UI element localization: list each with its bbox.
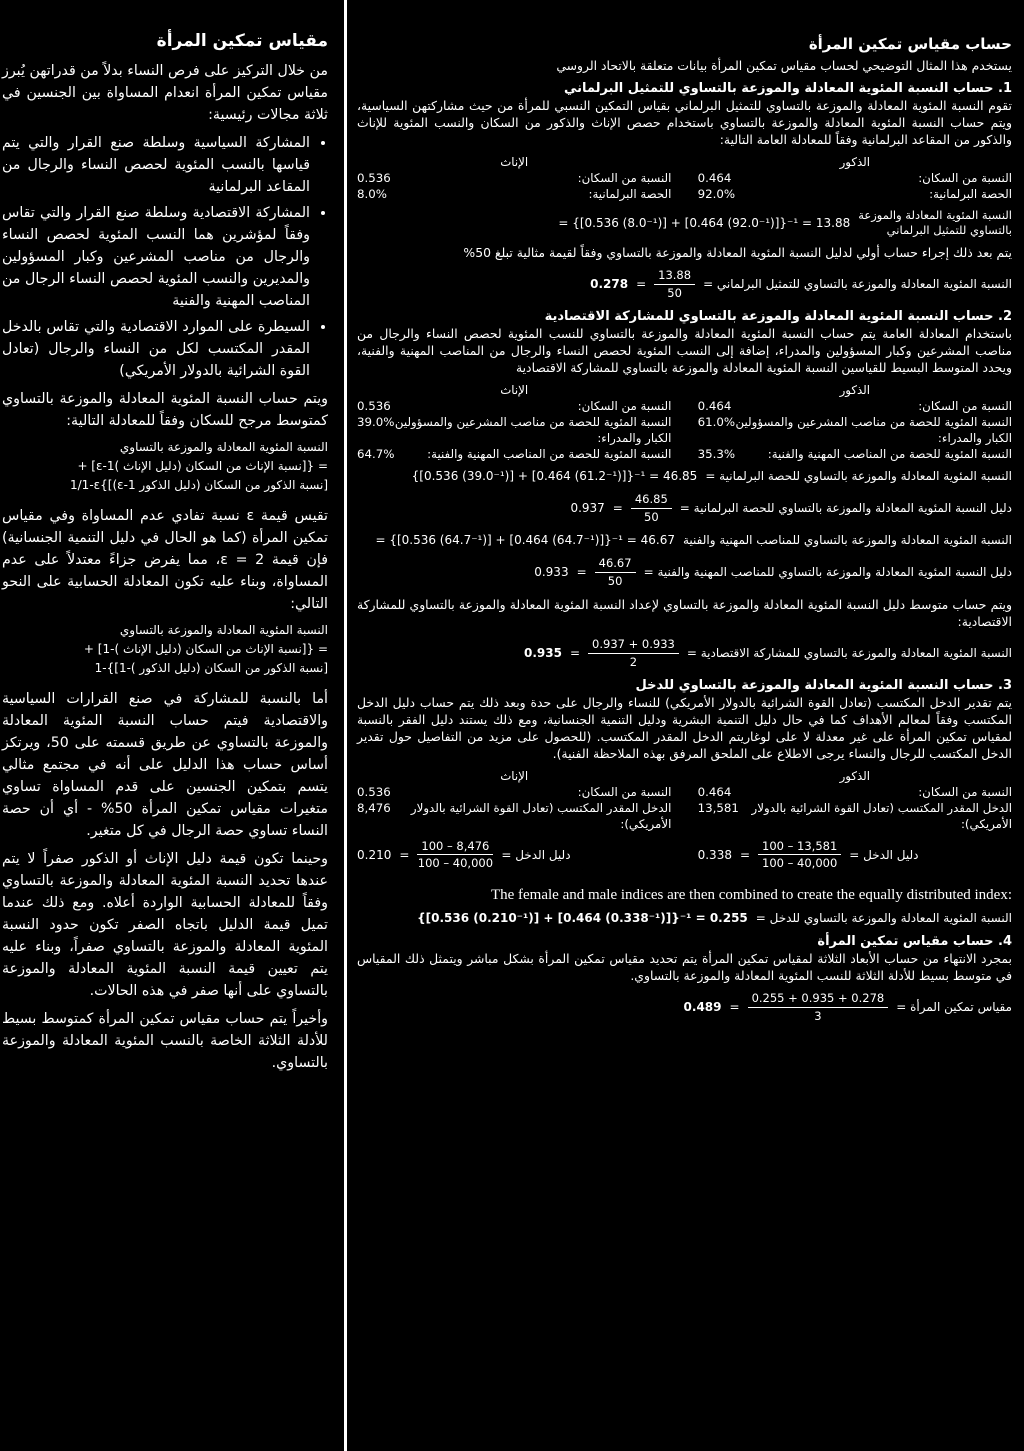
section-1-text2: يتم بعد ذلك إجراء حساب أولي لدليل النسبة المئوية المعادلة والموزعة بالتساوي وفقاً لقيمة مثالية تبلغ 50% xyxy=(463,245,1012,260)
section-3-heading: 3. حساب النسبة المئوية المعادلة والموزعة بالتساوي للدخل xyxy=(635,678,1012,693)
left-paragraph: وأخيراً يتم حساب مقياس تمكين المرأة كمتوسط بسيط للأدلة الثلاثة الخاصة بالنسب المئوية المعادلة والموزعة بالتساوي. xyxy=(2,1011,328,1071)
section-3-values: الذكور النسبة من السكان: 0.464 الدخل المقدر المكتسب (تعادل القوة الشرائية بالدولار الأمريكي): 13,581 0.338 = $\frac{100 - 13,581}{100 - 40,000}$ دليل الدخل = الإناث النسبة من السكان: 0.536 الدخل المقدر المكتسب (تعادل القوة الشرائية بالدولار الأمريكي): 8,476 0.210 = $\frac{100 - 8,476}{100 - 40,000}$ دليل الدخل = xyxy=(357,769,1012,870)
section-2-heading: 2. حساب النسبة المئوية المعادلة والموزعة بالتساوي للمشاركة الاقتصادية xyxy=(544,309,1012,324)
right-intro: يستخدم هذا المثال التوضيحي لحساب مقياس تمكين المرأة بيانات متعلقة بالاتحاد الروسي xyxy=(556,58,1012,73)
list-item: • المشاركة السياسية وسلطة صنع القرار والتي يتم قياسها بالنسب المئوية لحصص النساء والرجال من المقاعد البرلمانية xyxy=(2,132,310,198)
section-1-ede-formula: = {[0.536 (8.0⁻¹)] + [0.464 (92.0⁻¹)]}⁻¹ = 13.88 النسبة المئوية المعادلة والموزعة بالتساوي للتمثيل البرلماني xyxy=(558,208,1012,237)
section-1-text: تقوم النسبة المئوية المعادلة والموزعة بالتساوي للتمثيل البرلماني بقياس التمكين النسبي للمرأة من حيث مشاركتهن السياسية، ويتم حساب النسبة المئوية المعادلة والموزعة بالتساوي باستخدام حصص الإناث والذكور من السكان والنسب المئوية للإناث والذكور من المقاعد البرلمانية وفقاً للمعادلة العامة التالية: xyxy=(357,98,1012,147)
section-2-index-leg: 0.937 = $\frac{46.85}{50}$ دليل النسبة المئوية المعادلة والموزعة بالتساوي للحصة البرلمانية = xyxy=(570,492,1012,524)
right-title: حساب مقياس تمكين المرأة xyxy=(808,35,1012,53)
section-2-text: باستخدام المعادلة العامة يتم حساب النسبة المئوية المعادلة والموزعة بالتساوي للنسب المئوية لحصص النساء والرجال من مناصب المشرعين وكبار المسؤولين والمدراء، إضافة إلى النسب المئوية لحصص النساء والرجال من المناصب المهنية والفنية، ويحدد المتوسط البسيط للقياسين النسبة المئوية المعادلة والموزعة بالتساوي للمشاركة الاقتصادية xyxy=(357,326,1012,375)
section-2-text2: ويتم حساب متوسط دليل النسبة المئوية المعادلة والموزعة بالتساوي لإعداد النسبة المئوية المعادلة والموزعة بالتساوي للمشاركة الاقتصادية: xyxy=(357,597,1012,629)
left-paragraph: وحينما تكون قيمة دليل الإناث أو الذكور صفراً لا يتم عندها تحديد النسبة المئوية المعادلة والموزعة بالتساوي وفقاً للمعادلة الحسابية الواردة أعلاه. ومع ذلك عندما تميل قيمة الدليل باتجاه الصفر تكون حدود النسبة المئوية المعادلة والموزعة بالتساوي صفراً، وبناء عليه يتم تعيين قيمة النسبة المئوية المعادلة والموزعة بالتساوي على أنها صفر في هذه الحالات. xyxy=(2,851,328,999)
gem-formula: 0.489 = $\frac{0.255 + 0.935 + 0.278}{3}$ مقياس تمكين المرأة = xyxy=(683,991,1012,1023)
left-column xyxy=(0,0,336,1451)
section-4-heading: 4. حساب مقياس تمكين المرأة xyxy=(817,934,1012,949)
list-item: • السيطرة على الموارد الاقتصادية والتي تقاس بالدخل المقدر المكتسب لكل من النساء والرجال (تعادل القوة الشرائية بالدولار الأمريكي) xyxy=(2,316,310,382)
section-4-text: بمجرد الانتهاء من حساب الأبعاد الثلاثة لمقياس تمكين المرأة يتم تحديد مقياس تمكين المرأة بشكل مباشر ويتمثل ذلك المقياس في متوسط بسيط للأدلة الثلاثة للنسب المئوية المعادلة والموزعة بالتساوي. xyxy=(357,951,1012,983)
formula-epsilon2: النسبة المئوية المعادلة والموزعة بالتساوي = {[نسبة الإناث من السكان (دليل الإناث )-1] + [نسبة الذكور من السكان (دليل الذكور )-1]}-1 xyxy=(83,623,328,675)
section-2-index-prof: 0.933 = $\frac{46.67}{50}$ دليل النسبة المئوية المعادلة والموزعة بالتساوي للمناصب المهنية والفنية = xyxy=(534,556,1012,588)
section-2-ede-leg: {[0.536 (39.0⁻¹)] + [0.464 (61.2⁻¹)]}⁻¹ = 46.85 النسبة المئوية المعادلة والموزعة بالتساوي للحصة البرلمانية = xyxy=(411,469,1012,483)
list-item: • المشاركة الاقتصادية وسلطة صنع القرار والتي تقاس وفقاً لمؤشرين هما النسب المئوية لحصص النساء والرجال من مناصب المشرعين وكبار المسؤولين والمديرين والنسب المئوية لحصص النساء الرجال من المناصب المهنية والفنية xyxy=(2,202,310,312)
section-2-values: الذكور النسبة من السكان: 0.464 النسبة المئوية للحصة من مناصب المشرعين والمسؤولين الكبار والمدراء: 61.0% النسبة المئوية للحصة من المناصب المهنية والفنية: 35.3% الإناث النسبة من السكان: 0.536 النسبة المئوية للحصة من مناصب المشرعين والمسؤولين الكبار والمدراء: 39.0% النسبة المئوية للحصة من المناصب المهنية والفنية: 64.7% xyxy=(357,383,1012,461)
left-paragraph: تقيس قيمة ε نسبة تفادي عدم المساواة وفي مقياس تمكين المرأة (كما هو الحال في دليل التنمية الجنسانية) فإن قيمة ε = 2، مما يفرض جزاءً معتدلاً على عدم المساواة، وبناء عليه تكون المعادلة الحسابية على النحو التالي: xyxy=(2,508,329,612)
formula-general: النسبة المئوية المعادلة والموزعة بالتساوي = {[نسبة الإناث من السكان (دليل الإناث )ε-1] + [نسبة الذكور من السكان (دليل الذكور ε-1)]}1/1-ε xyxy=(70,440,328,492)
section-1-heading: 1. حساب النسبة المئوية المعادلة والموزعة بالتساوي للتمثيل البرلماني xyxy=(563,81,1012,96)
left-intro: من خلال التركيز على فرص النساء بدلاً من قدراتهن يُبرز مقياس تمكين المرأة انعدام المساواة بين الجنسين في ثلاثة مجالات رئيسية: xyxy=(2,63,328,123)
section-1-values: الذكور النسبة من السكان: 0.464 الحصة البرلمانية: 92.0% الإناث النسبة من السكان: 0.536 الحصة البرلمانية: 8.0% xyxy=(357,155,1012,201)
left-paragraph: ويتم حساب النسبة المئوية المعادلة والموزعة بالتساوي كمتوسط مرجح للسكان وفقاً للمعادلة التالية: xyxy=(2,391,328,429)
section-2-average: 0.935 = $\frac{0.937 + 0.933}{2}$ النسبة المئوية المعادلة والموزعة بالتساوي للمشاركة الاقتصادية = xyxy=(524,637,1012,669)
section-3-text: يتم تقدير الدخل المكتسب (تعادل القوة الشرائية بالدولار الأمريكي) للنساء والرجال على حدة وبعد ذلك يتم حساب دليل الدخل المكتسب وفقاً لمعالم الأهداف كما في حال دليل التنمية البشرية ودليل التنمية الجنسانية، ومع ذلك يستند دليل الفقر بالنسبة لمقياس تمكين المرأة على غير معدلة لا على لوغاريتم الدخل المقدر المكتسب. (للحصول على مزيد من التفاصيل حول تقدير الدخل المكتسب للرجال والنساء يرجى الاطلاع على الملحق المرفق بهذه الملاحظة الفنية). xyxy=(357,695,1012,761)
left-paragraph: أما بالنسبة للمشاركة في صنع القرارات السياسية والاقتصادية فيتم حساب النسبة المئوية المعادلة والموزعة بالتساوي عن طريق قسمته على 50، ويرتكز أساس حساب هذا الدليل على أنه في مجتمع مثالي يتسم بتمكين الجنسين على قدم المساواة تساوي متغيرات مقياس تمكين المرأة 50% - أي أن حصة النساء تساوي حصة الرجال في كل متغير. xyxy=(2,691,328,839)
section-3-english-note: The female and male indices are then combined to create the equally distributed index: xyxy=(490,887,1012,903)
left-bullets xyxy=(2,132,328,382)
section-2-ede-prof: = {[0.536 (64.7⁻¹)] + [0.464 (64.7⁻¹)]}⁻¹ = 46.67 النسبة المئوية المعادلة والموزعة بالتساوي للمناصب المهنية والفنية xyxy=(375,533,1012,547)
left-title: مقياس تمكين المرأة xyxy=(156,31,328,51)
section-3-ede-income: {[0.536 (0.210⁻¹)] + [0.464 (0.338⁻¹)]}⁻¹ = 0.255 النسبة المئوية المعادلة والموزعة بالتساوي للدخل = xyxy=(417,911,1012,925)
section-1-index: 0.278 = $\frac{13.88}{50}$ النسبة المئوية المعادلة والموزعة بالتساوي للتمثيل البرلماني = xyxy=(590,268,1012,300)
right-column xyxy=(344,0,1024,1451)
